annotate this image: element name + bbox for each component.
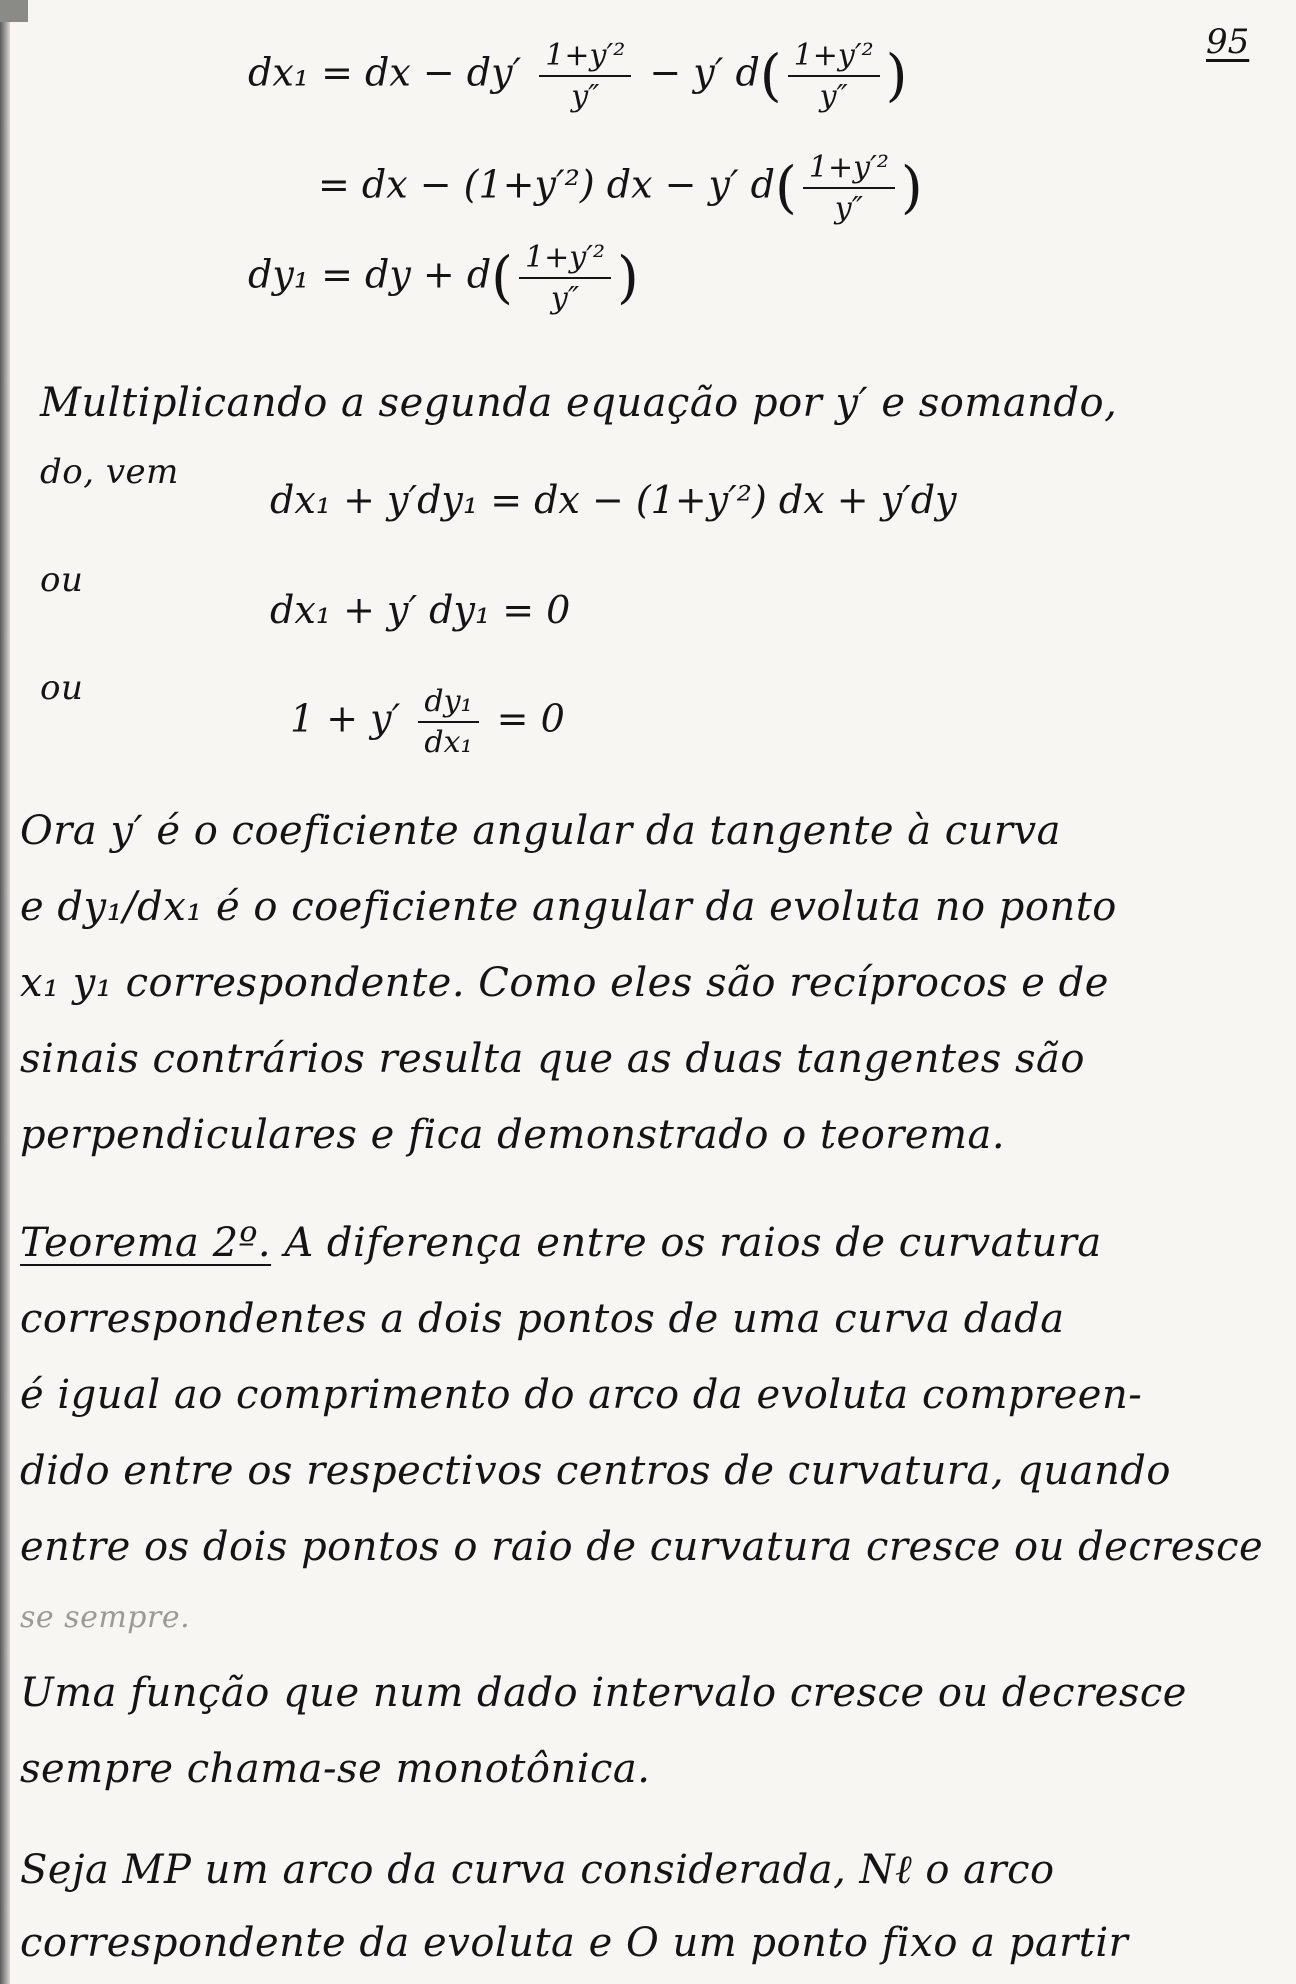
page-corner-shadow (0, 0, 28, 22)
fraction-denominator: y″ (834, 191, 863, 226)
closing-line-2: correspondente da evoluta e O um ponto fixo a partir (20, 1920, 1129, 1966)
equation-dx1-mid: − y′ d (649, 50, 760, 95)
theorem-line-6: se sempre. (20, 1600, 191, 1635)
paragraph-ora-line-3: x₁ y₁ correspondente. Como eles são recíprocos e de (20, 960, 1109, 1006)
equation-ratio-pre: 1 + y′ (290, 696, 401, 741)
equation-ratio-post: = 0 (496, 696, 565, 741)
fraction-numerator: 1+y′² (803, 150, 895, 189)
fraction-denominator: y″ (571, 79, 600, 114)
equation-zero: dx₁ + y′ dy₁ = 0 (270, 588, 571, 632)
paren-open: ( (491, 245, 513, 311)
page-edge-shadow (0, 0, 10, 1984)
theorem-line-4: dido entre os respectivos centros de curvatura, quando (20, 1448, 1171, 1494)
fraction (788, 38, 880, 114)
paragraph-ora-line-1: Ora y′ é o coeficiente angular da tangente à curva (20, 808, 1061, 854)
fraction (519, 240, 611, 316)
fraction (539, 38, 631, 114)
theorem-label: Teorema 2º. (20, 1220, 272, 1266)
text-ou-2: ou (40, 668, 84, 708)
text-ou-1: ou (40, 560, 84, 600)
fraction-numerator: 1+y′² (539, 38, 631, 77)
fraction-numerator: 1+y′² (519, 240, 611, 279)
paragraph-ora-line-2: e dy₁/dx₁ é o coeficiente angular da evoluta no ponto (20, 884, 1117, 930)
equation-dx1-continued-lhs: = dx − (1+y′²) dx − y′ d (318, 162, 776, 207)
paren-open: ( (775, 155, 797, 221)
definition-line-2: sempre chama-se monotônica. (20, 1746, 651, 1792)
fraction-numerator: 1+y′² (788, 38, 880, 77)
theorem-line-1 (20, 1220, 1102, 1266)
theorem-line-3: é igual ao comprimento do arco da evoluta compreen- (20, 1372, 1143, 1418)
equation-dy1 (248, 240, 639, 316)
text-multiplying: Multiplicando a segunda equação por y′ e somando, (40, 380, 1118, 426)
fraction (418, 684, 478, 760)
theorem-line-2: correspondentes a dois pontos de uma curva dada (20, 1296, 1065, 1342)
equation-dx1 (248, 38, 908, 114)
fraction (803, 150, 895, 226)
equation-sum: dx₁ + y′dy₁ = dx − (1+y′²) dx + y′dy (270, 478, 957, 522)
page-number: 95 (1206, 22, 1250, 62)
paragraph-ora-line-4: sinais contrários resulta que as duas tangentes são (20, 1036, 1085, 1082)
paren-close: ) (900, 155, 923, 221)
equation-ratio (290, 684, 565, 760)
paren-close: ) (885, 43, 908, 109)
fraction-numerator: dy₁ (418, 684, 478, 723)
paren-open: ( (759, 43, 782, 109)
theorem-text-start: A diferença entre os raios de curvatura (284, 1220, 1102, 1266)
fraction-denominator: y″ (819, 79, 848, 114)
paren-close: ) (617, 245, 639, 311)
closing-line-1: Seja MP um arco da curva considerada, Nℓ o arco (20, 1847, 1055, 1893)
paragraph-ora-line-5: perpendiculares e fica demonstrado o teorema. (20, 1112, 1006, 1158)
equation-dy1-lhs: dy₁ = dy + d (248, 252, 492, 297)
equation-dx1-lhs: dx₁ = dx − dy′ (248, 50, 522, 95)
equation-dx1-continued (318, 150, 923, 226)
theorem-line-5: entre os dois pontos o raio de curvatura cresce ou decresce (20, 1524, 1264, 1570)
fraction-denominator: y″ (550, 281, 580, 316)
definition-line-1: Uma função que num dado intervalo cresce ou decresce (20, 1670, 1187, 1716)
text-vem: do, vem (40, 452, 179, 492)
fraction-denominator: dx₁ (424, 725, 473, 760)
